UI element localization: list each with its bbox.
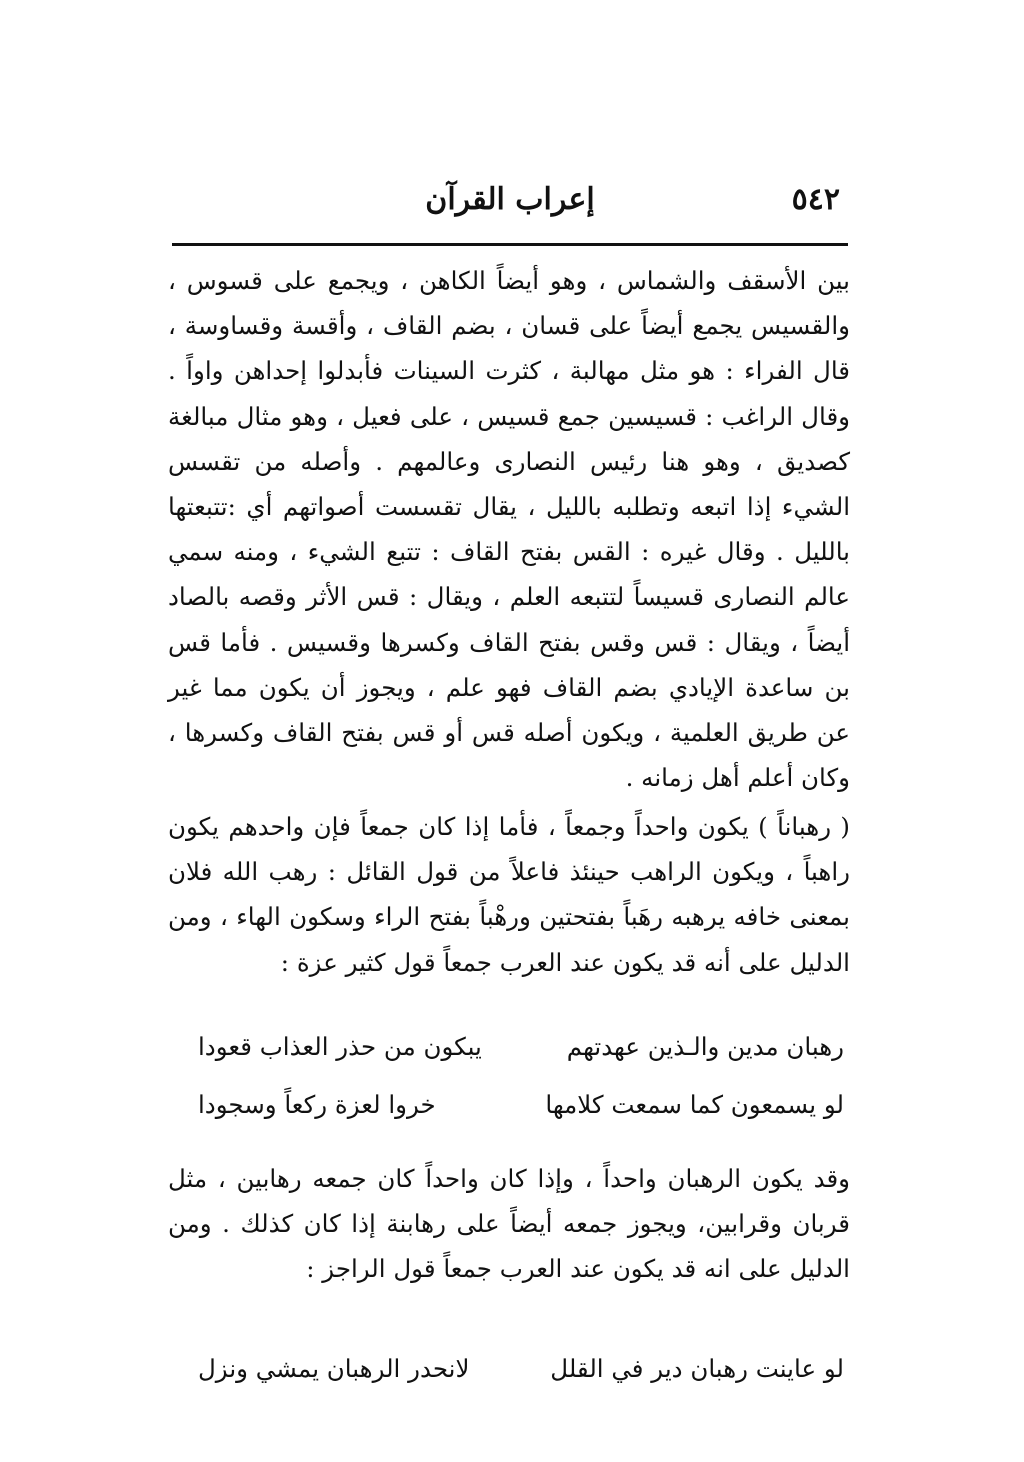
verse-first-hemistich: لو عاينت رهبان دير في القلل: [550, 1354, 844, 1383]
poem-verse: [168, 1018, 850, 1076]
poem-kuthayyir: [168, 1018, 850, 1136]
verse-second-hemistich: خروا لعزة ركعاً وسجودا: [198, 1090, 436, 1119]
verse-first-hemistich: رهبان مدين والـذين عهدتهم: [566, 1032, 844, 1061]
running-title: إعراب القرآن: [425, 182, 595, 217]
body-text: [168, 258, 850, 1400]
poem-rajiz: [168, 1340, 850, 1400]
paragraph-ruhban-singular: وقد يكون الرهبان واحداً ، وإذا كان واحداً كان جمعه رهابين ، مثل قربان وقرابين، ويجوز جمعه أيضاً على رهابنة إذا كان كذلك . ومن الدليل على انه قد يكون عند العرب جمعاً قول الراجز :: [168, 1164, 850, 1284]
paragraph-qissis: بين الأسقف والشماس ، وهو أيضاً الكاهن ، ويجمع على قسوس ، والقسيس يجمع أيضاً على قسان ، بضم القاف ، وأقسة وقساوسة ، قال الفراء : هو مثل مهالبة ، كثرت السينات فأبدلوا إحداهن واواً . وقال الراغب : قسيسين جمع قسيس ، على فعيل ، وهو مثال مبالغة كصديق ، وهو هنا رئيس النصارى وعالمهم . وأصله من تقسس الشيء إذا اتبعه وتطلبه بالليل ، يقال تقسست أصواتهم أي :تتبعتها بالليل . وقال غيره : القس بفتح القاف : تتبع الشيء ، ومنه سمي عالم النصارى قسيساً لتتبعه العلم ، ويقال : قس الأثر وقصه بالصاد أيضاً ، ويقال : قس وقس بفتح القاف وكسرها وقسيس . فأما قس بن ساعدة الإيادي بضم القاف فهو علم ، ويجوز أن يكون مما غير عن طريق العلمية ، ويكون أصله قس أو قس بفتح القاف وكسرها ، وكان أعلم أهل زمانه .: [168, 266, 850, 793]
header-rule: [172, 243, 848, 246]
poem-verse: [168, 1340, 850, 1398]
poem-verse: [168, 1076, 850, 1134]
paragraph-ruhban: ( رهباناً ) يكون واحداً وجمعاً ، فأما إذا كان جمعاً فإن واحدهم يكون راهباً ، ويكون الراهب حينئذ فاعلاً من قول القائل : رهب الله فلان بمعنى خافه يرهبه رهَباً بفتحتين ورهْباً بفتح الراء وسكون الهاء ، ومن الدليل على أنه قد يكون عند العرب جمعاً قول كثير عزة :: [168, 812, 850, 977]
page-header: [172, 178, 848, 228]
verse-second-hemistich: يبكون من حذر العذاب قعودا: [198, 1032, 482, 1061]
page-number: ٥٤٢: [791, 182, 840, 217]
verse-first-hemistich: لو يسمعون كما سمعت كلامها: [545, 1090, 844, 1119]
verse-second-hemistich: لانحدر الرهبان يمشي ونزل: [198, 1354, 470, 1383]
